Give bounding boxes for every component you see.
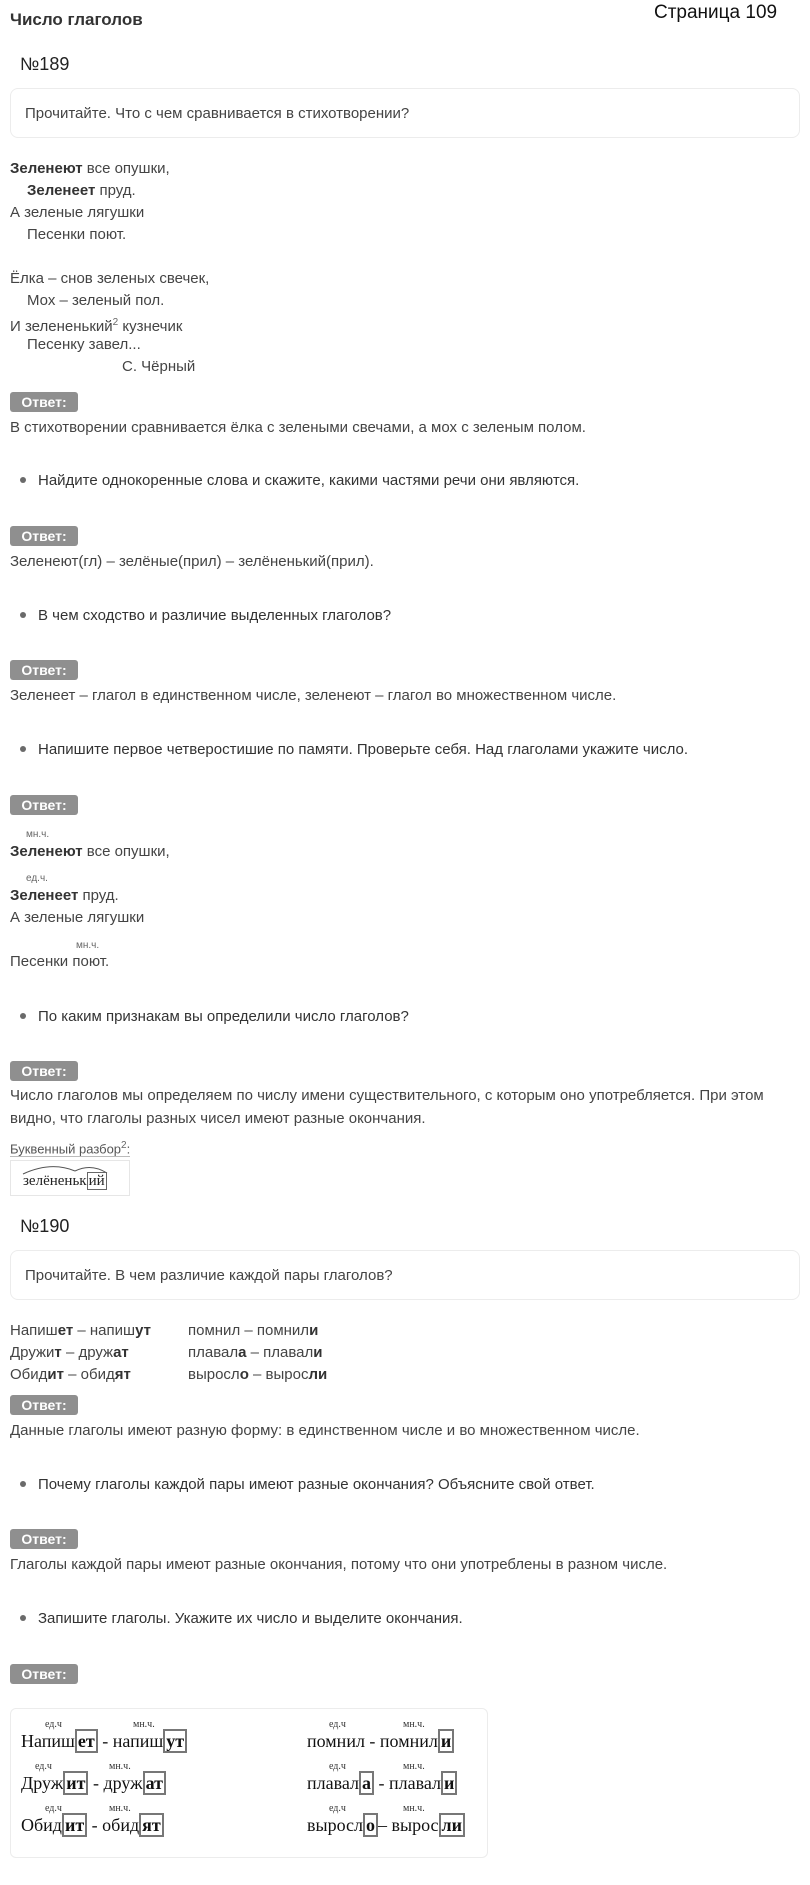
task-text: Почему глаголы каждой пары имеют разные окончания? Объясните свой ответ. bbox=[38, 1476, 595, 1493]
poem bbox=[10, 158, 209, 378]
answer-badge: Ответ: bbox=[10, 1395, 78, 1415]
poem-text: кузнечик bbox=[118, 318, 183, 335]
verb-stem: Друж bbox=[21, 1773, 64, 1793]
verb-ending-box: ли bbox=[439, 1813, 465, 1837]
answer-text: пруд. bbox=[78, 887, 119, 904]
poem-gap bbox=[10, 246, 209, 268]
task-item bbox=[20, 1474, 595, 1496]
verb-stem: – вырос bbox=[378, 1815, 439, 1835]
plural-label: мн.ч. bbox=[109, 1803, 131, 1814]
verb-ending-box: и bbox=[441, 1771, 457, 1795]
verb-text: – плавал bbox=[246, 1344, 314, 1361]
bold-verb: Зеленеют bbox=[10, 843, 83, 860]
answer-text: все опушки, bbox=[82, 843, 170, 860]
verb-text: – напиш bbox=[73, 1322, 136, 1339]
bullet-icon bbox=[20, 1615, 26, 1621]
poem-text: И зелененький bbox=[10, 318, 113, 335]
written-pair bbox=[21, 1731, 187, 1752]
verb-ending-box: ят bbox=[139, 1813, 164, 1837]
letter-parse-box bbox=[10, 1160, 130, 1196]
singular-label: ед.ч bbox=[45, 1719, 62, 1730]
verb-text: – обид bbox=[63, 1366, 115, 1383]
answer-text: Глаголы каждой пары имеют разные окончания, потому что они употреблены в разном числе. bbox=[10, 1556, 668, 1573]
singular-label: ед.ч bbox=[329, 1719, 346, 1730]
bullet-icon bbox=[20, 746, 26, 752]
verb-ending-box: а bbox=[359, 1771, 374, 1795]
parse-word-stem: зелёненьк bbox=[23, 1173, 87, 1189]
verb-pairs-left bbox=[10, 1320, 151, 1386]
written-answer-box bbox=[10, 1708, 488, 1858]
parse-label-text: Буквенный разбор bbox=[10, 1141, 122, 1157]
bullet-icon bbox=[20, 1481, 26, 1487]
plural-label: мн.ч. bbox=[403, 1719, 425, 1730]
poem-line: Песенки поют. bbox=[27, 226, 127, 243]
singular-label: ед.ч bbox=[35, 1761, 52, 1772]
task-text: В чем сходство и различие выделенных глаголов? bbox=[38, 607, 392, 624]
task-item bbox=[20, 739, 688, 761]
exercise-number-190: №190 bbox=[20, 1216, 70, 1236]
verb-ending: ят bbox=[114, 1366, 131, 1383]
bullet-icon bbox=[20, 612, 26, 618]
poem-line: А зеленые лягушки bbox=[10, 204, 145, 221]
answer-badge: Ответ: bbox=[10, 1061, 78, 1081]
answer-text: Зеленеют(гл) – зелёные(прил) – зелёненький(прил). bbox=[10, 553, 374, 570]
question-text: Прочитайте. В чем различие каждой пары глаголов? bbox=[25, 1267, 393, 1284]
page-number: Страница 109 bbox=[654, 2, 778, 23]
written-pair bbox=[307, 1815, 465, 1836]
verb-text: выросл bbox=[188, 1366, 240, 1383]
verb-text: – друж bbox=[61, 1344, 114, 1361]
verb-text: помнил – помнил bbox=[188, 1322, 310, 1339]
answer-badge: Ответ: bbox=[10, 1529, 78, 1549]
number-mark: ед.ч. bbox=[26, 873, 48, 884]
written-pair bbox=[307, 1731, 454, 1752]
verb-stem: - плавал bbox=[374, 1773, 441, 1793]
verb-text: – вырос bbox=[248, 1366, 309, 1383]
singular-label: ед.ч bbox=[45, 1803, 62, 1814]
verb-stem: Обид bbox=[21, 1815, 62, 1835]
poem-text: все опушки, bbox=[82, 160, 170, 177]
verb-pair bbox=[188, 1320, 327, 1342]
parse-word-ending: ий bbox=[88, 1173, 105, 1189]
verb-text: Обид bbox=[10, 1366, 48, 1383]
poem-line: Ёлка – снов зеленых свечек, bbox=[10, 270, 210, 287]
poem-line bbox=[10, 312, 209, 334]
question-box-190 bbox=[10, 1250, 800, 1300]
verb-ending: ит bbox=[47, 1366, 64, 1383]
verb-stem: - напиш bbox=[97, 1731, 164, 1751]
answer-badge: Ответ: bbox=[10, 526, 78, 546]
plural-label: мн.ч. bbox=[109, 1761, 131, 1772]
parse-word bbox=[23, 1173, 107, 1190]
page-title: Число глаголов bbox=[10, 10, 143, 29]
verb-ending-box: ат bbox=[143, 1771, 166, 1795]
answer-text: Зеленеет – глагол в единственном числе, зеленеют – глагол во множественном числе. bbox=[10, 687, 617, 704]
verb-pairs-right bbox=[188, 1320, 327, 1386]
poem-author: С. Чёрный bbox=[122, 358, 196, 375]
verb-text: Дружи bbox=[10, 1344, 55, 1361]
task-item bbox=[20, 605, 391, 627]
bold-verb: Зеленеет bbox=[27, 182, 96, 199]
verb-stem: выросл bbox=[307, 1815, 364, 1835]
plural-label: мн.ч. bbox=[133, 1719, 155, 1730]
answer-line: А зеленые лягушки bbox=[10, 909, 145, 926]
footnote-mark: 2 bbox=[121, 1140, 127, 1151]
number-mark: мн.ч. bbox=[26, 829, 50, 840]
verb-ending: т bbox=[54, 1344, 62, 1361]
task-text: Запишите глаголы. Укажите их число и выделите окончания. bbox=[38, 1610, 463, 1627]
verb-stem: помнил - помнил bbox=[307, 1731, 438, 1751]
number-mark: мн.ч. bbox=[76, 940, 100, 951]
verb-ending: и bbox=[309, 1322, 319, 1339]
bold-verb: Зеленеет bbox=[10, 887, 79, 904]
poem-line bbox=[10, 180, 209, 202]
verb-ending: ли bbox=[308, 1366, 328, 1383]
poem-text: пруд. bbox=[95, 182, 136, 199]
exercise-number-189: №189 bbox=[20, 54, 70, 74]
answer-line: Песенки поют. bbox=[10, 953, 110, 970]
verb-stem: плавал bbox=[307, 1773, 359, 1793]
verb-pair bbox=[10, 1364, 151, 1386]
verb-pair bbox=[188, 1364, 327, 1386]
poem-line bbox=[10, 158, 209, 180]
answer-badge: Ответ: bbox=[10, 660, 78, 680]
verb-ending-box: ит bbox=[63, 1771, 88, 1795]
verb-pair bbox=[10, 1320, 151, 1342]
answer-text: В стихотворении сравнивается ёлка с зелеными свечами, а мох с зеленым полом. bbox=[10, 419, 586, 436]
verb-text: Напиш bbox=[10, 1322, 58, 1339]
verb-stem: - друж bbox=[88, 1773, 143, 1793]
task-text: Найдите однокоренные слова и скажите, какими частями речи они являются. bbox=[38, 472, 580, 489]
bold-verb: Зеленеют bbox=[10, 160, 83, 177]
verb-ending-box: ут bbox=[163, 1729, 187, 1753]
singular-label: ед.ч bbox=[329, 1761, 346, 1772]
singular-label: ед.ч bbox=[329, 1803, 346, 1814]
answer-line bbox=[10, 884, 800, 907]
verb-ending-box: ет bbox=[75, 1729, 98, 1753]
answer-badge: Ответ: bbox=[10, 392, 78, 412]
verb-stem: - обид bbox=[87, 1815, 140, 1835]
verb-ending-box: о bbox=[363, 1813, 378, 1837]
verb-ending: и bbox=[313, 1344, 323, 1361]
verb-pair bbox=[188, 1342, 327, 1364]
plural-label: мн.ч. bbox=[403, 1803, 425, 1814]
verb-ending-box: и bbox=[438, 1729, 454, 1753]
task-item bbox=[20, 1608, 463, 1630]
verb-ending-box: ит bbox=[62, 1813, 87, 1837]
bullet-icon bbox=[20, 477, 26, 483]
poem-line: Песенку завел... bbox=[27, 336, 141, 353]
verb-ending: а bbox=[238, 1344, 247, 1361]
answer-badge: Ответ: bbox=[10, 1664, 78, 1684]
task-item bbox=[20, 1006, 409, 1028]
answer-line bbox=[10, 840, 800, 863]
written-pair bbox=[307, 1773, 457, 1794]
answer-text: Данные глаголы имеют разную форму: в единственном числе и во множественном числе. bbox=[10, 1422, 640, 1439]
letter-parse-label bbox=[10, 1140, 130, 1157]
footnote-mark: 2 bbox=[112, 317, 119, 328]
written-pair bbox=[21, 1815, 164, 1836]
verb-ending: ат bbox=[113, 1344, 129, 1361]
question-box-189 bbox=[10, 88, 800, 138]
verb-stem: Напиш bbox=[21, 1731, 75, 1751]
question-text: Прочитайте. Что с чем сравнивается в стихотворении? bbox=[25, 105, 410, 122]
task-text: По каким признакам вы определили число глаголов? bbox=[38, 1008, 409, 1025]
parse-colon: : bbox=[126, 1141, 131, 1157]
plural-label: мн.ч. bbox=[403, 1761, 425, 1772]
bullet-icon bbox=[20, 1013, 26, 1019]
verb-ending: ут bbox=[135, 1322, 151, 1339]
written-pair bbox=[21, 1773, 166, 1794]
task-text: Напишите первое четверостишие по памяти. Проверьте себя. Над глаголами укажите число. bbox=[38, 741, 689, 758]
verb-ending: ет bbox=[57, 1322, 74, 1339]
answer-text: Число глаголов мы определяем по числу имени существительного, с которым оно употребляется. При этом видно, что глаголы разных чисел имеют разные окончания. bbox=[10, 1087, 764, 1127]
answer-badge: Ответ: bbox=[10, 795, 78, 815]
verb-text: плавал bbox=[188, 1344, 239, 1361]
task-item bbox=[20, 470, 579, 492]
verb-pair bbox=[10, 1342, 151, 1364]
poem-line: Мох – зеленый пол. bbox=[27, 292, 165, 309]
verb-ending: о bbox=[239, 1366, 249, 1383]
